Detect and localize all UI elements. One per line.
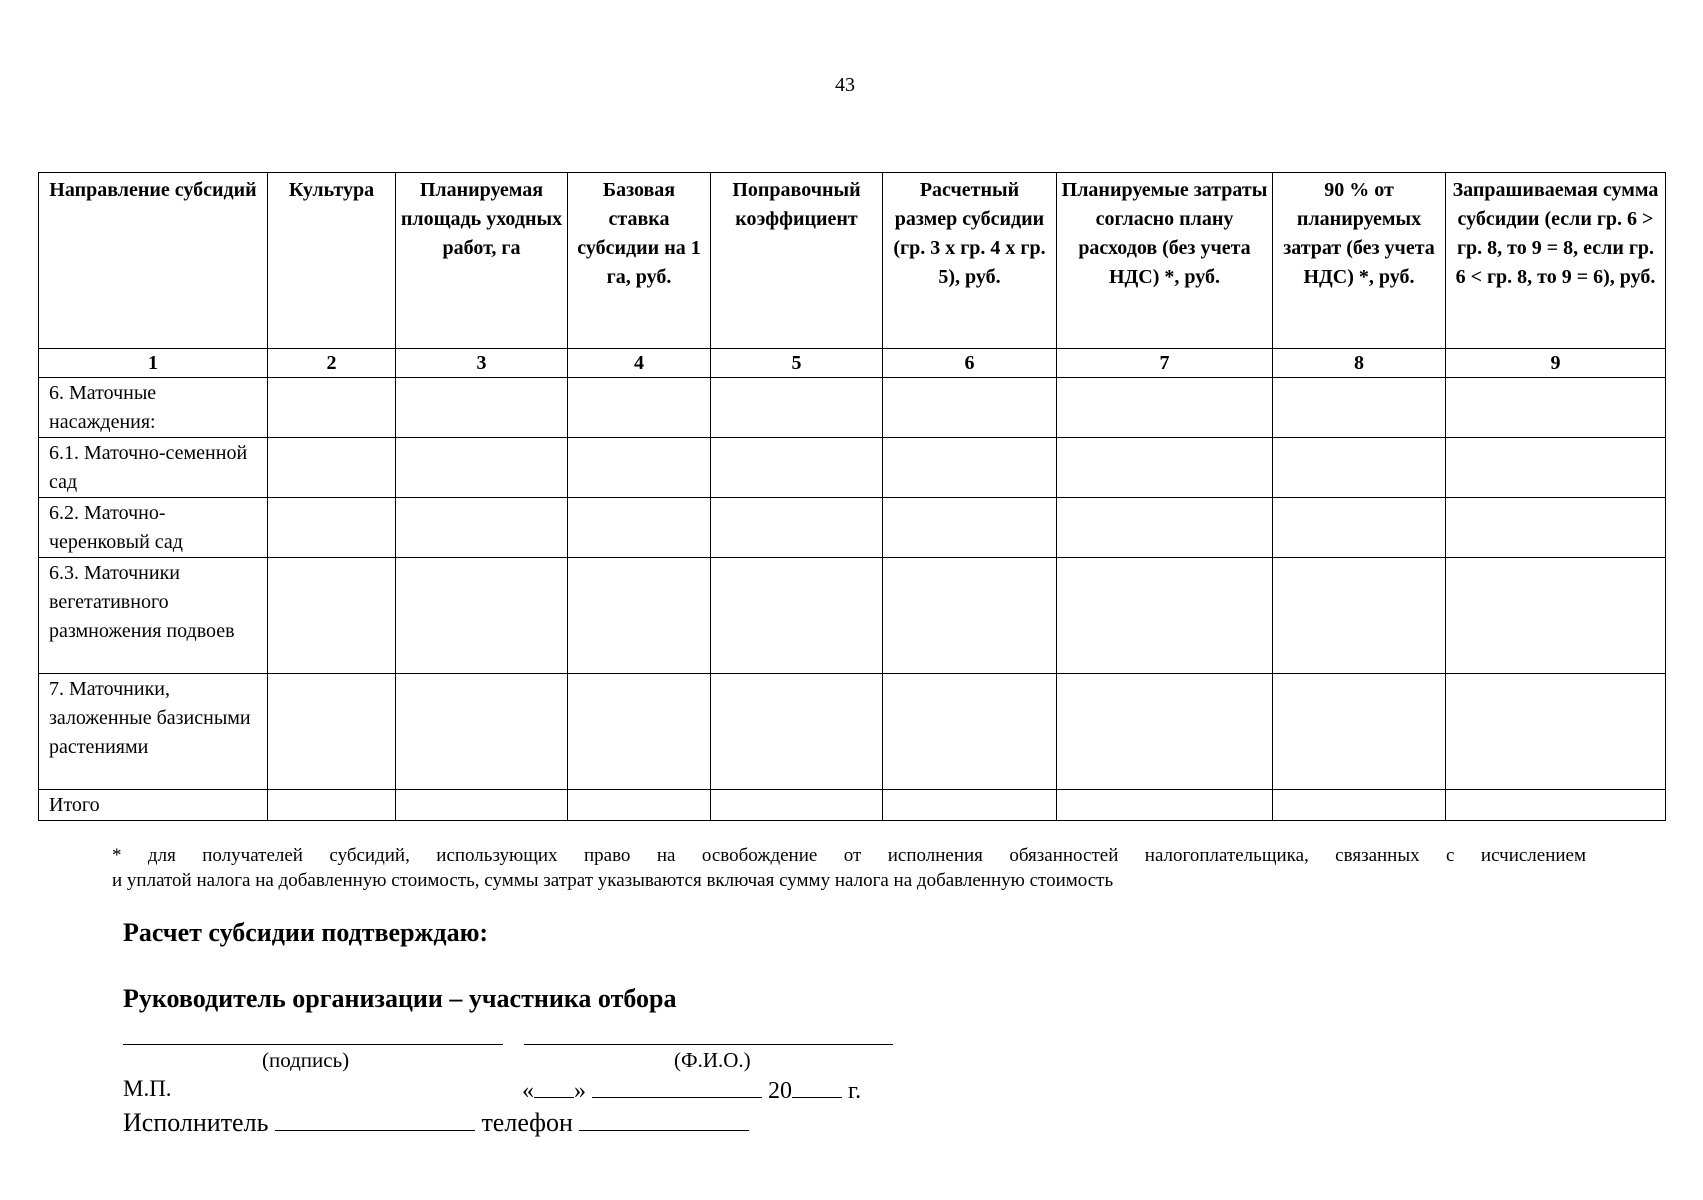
footnote-line: и уплатой налога на добавленную стоимость, суммы затрат указываются включая сумму налога на добавленную стоимость	[112, 870, 1114, 891]
table-cell	[268, 558, 396, 674]
column-number: 2	[268, 349, 396, 378]
executor-line	[123, 1108, 749, 1138]
table-cell	[1057, 498, 1273, 558]
table-cell	[1446, 438, 1666, 498]
name-caption: (Ф.И.О.)	[674, 1048, 751, 1072]
column-number: 8	[1273, 349, 1446, 378]
table-cell	[396, 674, 568, 790]
table-row	[39, 674, 1666, 790]
row-label: 7. Маточники, заложенные базисными растениями	[39, 674, 268, 790]
table-cell	[268, 498, 396, 558]
header-requested-sum: Запрашиваемая сумма субсидии (если гр. 6 > гр. 8, то 9 = 8, если гр. 6 < гр. 8, то 9 = 6), руб.	[1446, 173, 1666, 349]
table-cell	[883, 790, 1057, 821]
quote-open: «	[522, 1078, 534, 1104]
table-cell	[1057, 378, 1273, 438]
column-number: 4	[568, 349, 711, 378]
table-cell	[1446, 790, 1666, 821]
row-label: 6. Маточные насаждения:	[39, 378, 268, 438]
table-cell	[568, 378, 711, 438]
executor-blank	[275, 1110, 475, 1131]
table-row	[39, 378, 1666, 438]
table-cell	[711, 674, 883, 790]
table-cell	[1446, 498, 1666, 558]
table-cell	[711, 558, 883, 674]
column-number: 1	[39, 349, 268, 378]
year-blank	[792, 1079, 842, 1098]
header-row	[39, 173, 1666, 349]
table-row	[39, 558, 1666, 674]
row-label: Итого	[39, 790, 268, 821]
organization-head-heading: Руководитель организации – участника отбора	[123, 984, 677, 1013]
phone-label: телефон	[481, 1108, 573, 1137]
table-cell	[1446, 378, 1666, 438]
table-cell	[1273, 790, 1446, 821]
confirmation-heading: Расчет субсидии подтверждаю:	[123, 918, 489, 947]
table-cell	[1446, 558, 1666, 674]
table-row	[39, 438, 1666, 498]
table-cell	[396, 498, 568, 558]
table-cell	[711, 378, 883, 438]
table-cell	[268, 438, 396, 498]
table-cell	[883, 674, 1057, 790]
table-cell	[568, 558, 711, 674]
name-line	[524, 1044, 893, 1045]
table-cell	[396, 790, 568, 821]
table-cell	[1057, 558, 1273, 674]
footnote	[112, 843, 1586, 893]
header-planned-costs: Планируемые затраты согласно плану расходов (без учета НДС) *, руб.	[1057, 173, 1273, 349]
table-cell	[568, 674, 711, 790]
phone-blank	[579, 1110, 749, 1131]
table-cell	[1273, 498, 1446, 558]
year-suffix: г.	[848, 1078, 862, 1104]
table-cell	[268, 790, 396, 821]
table-cell	[883, 378, 1057, 438]
table-cell	[396, 438, 568, 498]
table-cell	[396, 378, 568, 438]
column-number: 7	[1057, 349, 1273, 378]
table-cell	[268, 378, 396, 438]
table-cell	[568, 438, 711, 498]
row-label: 6.1. Маточно-семенной сад	[39, 438, 268, 498]
executor-label: Исполнитель	[123, 1108, 269, 1137]
header-direction: Направление субсидий	[39, 173, 268, 349]
table-row	[39, 498, 1666, 558]
month-blank	[592, 1079, 762, 1098]
table-cell	[568, 498, 711, 558]
table-cell	[568, 790, 711, 821]
column-number: 6	[883, 349, 1057, 378]
column-number: 3	[396, 349, 568, 378]
table-cell	[711, 438, 883, 498]
table-cell	[1273, 378, 1446, 438]
header-correction-factor: Поправочный коэффициент	[711, 173, 883, 349]
date-line	[522, 1078, 861, 1105]
table-cell	[711, 790, 883, 821]
table-cell	[396, 558, 568, 674]
signature-caption: (подпись)	[262, 1048, 350, 1072]
row-label: 6.2. Маточно-черенковый сад	[39, 498, 268, 558]
header-ninety-percent: 90 % от планируемых затрат (без учета НДС) *, руб.	[1273, 173, 1446, 349]
row-label: 6.3. Маточники вегетативного размножения подвоев	[39, 558, 268, 674]
table-cell	[883, 438, 1057, 498]
header-calculated-subsidy: Расчетный размер субсидии (гр. 3 x гр. 4 x гр. 5), руб.	[883, 173, 1057, 349]
year-prefix: 20	[768, 1078, 792, 1104]
page-number: 43	[835, 74, 855, 96]
header-culture: Культура	[268, 173, 396, 349]
table-cell	[1057, 674, 1273, 790]
table-cell	[711, 498, 883, 558]
header-base-rate: Базовая ставка субсидии на 1 га, руб.	[568, 173, 711, 349]
table-cell	[268, 674, 396, 790]
day-blank	[534, 1079, 574, 1098]
total-row	[39, 790, 1666, 821]
column-number: 9	[1446, 349, 1666, 378]
table-cell	[883, 558, 1057, 674]
subsidy-table	[38, 172, 1666, 821]
stamp-label: М.П.	[123, 1076, 172, 1101]
table-cell	[1057, 790, 1273, 821]
header-planned-area: Планируемая площадь уходных работ, га	[396, 173, 568, 349]
quote-close: »	[574, 1078, 586, 1104]
signature-line	[123, 1044, 503, 1045]
table-cell	[1273, 674, 1446, 790]
footnote-line: * для получателей субсидий, использующих право на освобождение от исполнения обязанностей налогоплательщика, связанных с исчислением	[112, 845, 1586, 866]
table-cell	[1273, 558, 1446, 674]
column-number-row	[39, 349, 1666, 378]
column-number: 5	[711, 349, 883, 378]
table-cell	[1446, 674, 1666, 790]
table-cell	[1057, 438, 1273, 498]
table-cell	[883, 498, 1057, 558]
table-cell	[1273, 438, 1446, 498]
